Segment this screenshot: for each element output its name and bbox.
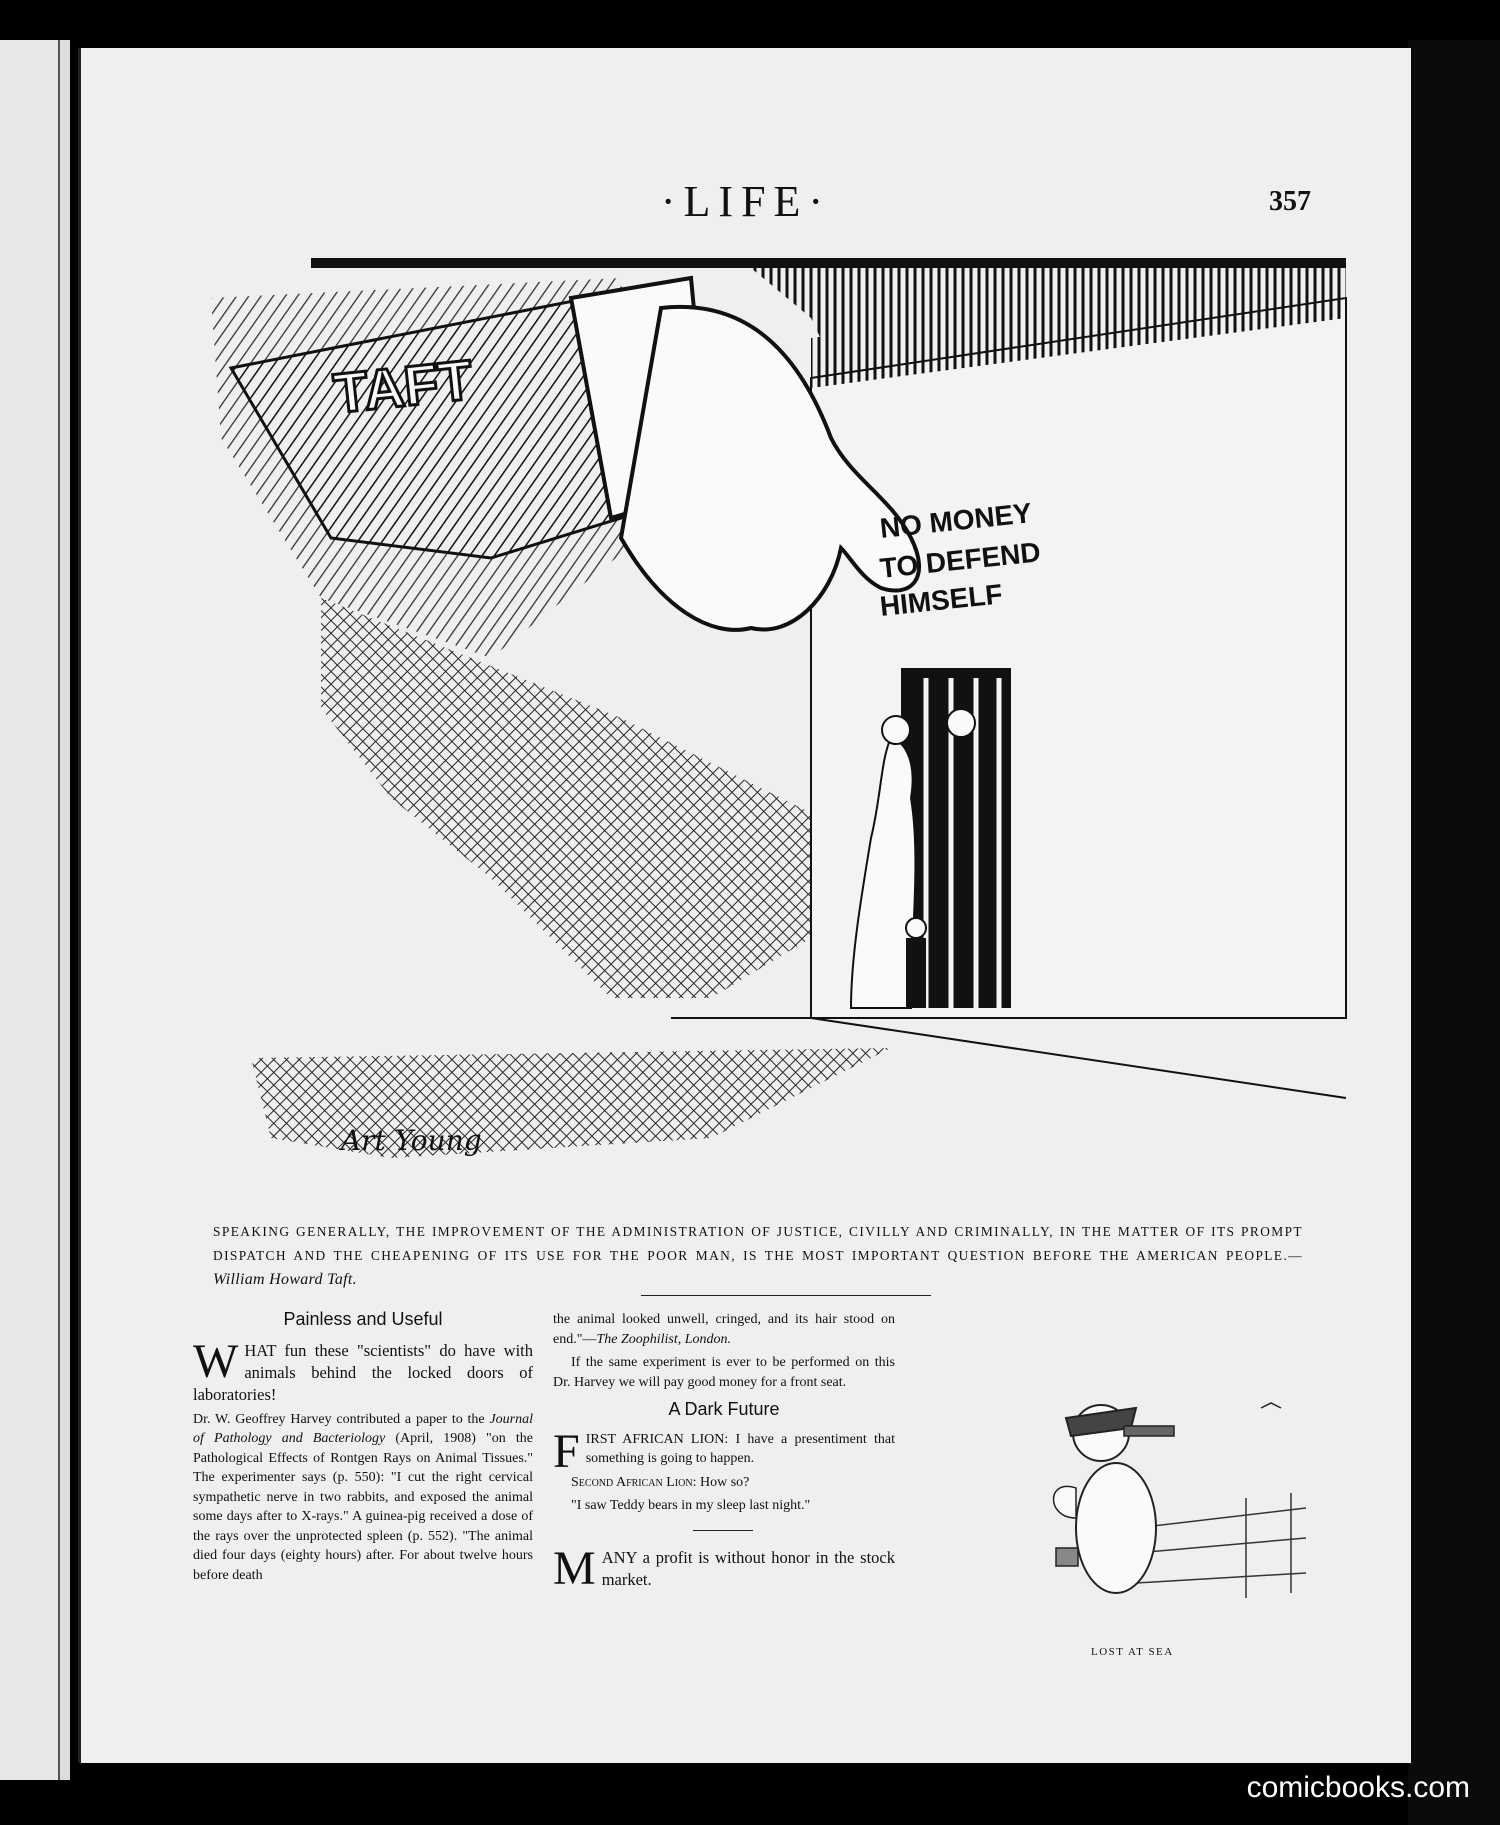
drop-cap: F <box>553 1424 580 1478</box>
cartoon-caption <box>213 1220 1303 1292</box>
middle-column <box>553 1310 895 1595</box>
dialogue-line-3: "I saw Teddy bears in my sleep last night." <box>571 1498 811 1513</box>
sign-line-3: HIMSELF <box>878 578 1004 622</box>
cupid-body <box>1076 1463 1156 1593</box>
prisoner-head <box>947 709 975 737</box>
page-number: 357 <box>1269 186 1311 217</box>
watermark: comicbooks.com <box>1246 1771 1470 1804</box>
magazine-page <box>78 48 1411 1763</box>
cupid-wing <box>1054 1486 1077 1518</box>
sign-line-1: NO MONEY <box>878 497 1034 544</box>
article-lead <box>193 1334 533 1406</box>
sleeve-label: TAFT <box>330 347 476 425</box>
hand-shadow <box>321 598 821 998</box>
caption-attribution: William Howard Taft. <box>213 1271 357 1288</box>
article-paragraph: Dr. W. Geoffrey Harvey contributed a paper to the Journal of Pathology and Bacteriology (April, 1908) "on the Pathological Effects of Rontgen Rays on Animal Tissues." The experimenter says (p. 550): "I cut the right cervical sympathetic nerve in two rabbits, and exposed the animal some days after to X-rays." A guinea-pig received a dose of the rays over the unprotected spleen (p. 552). "The animal died four days (eighty hours) after. For about twelve hours before death <box>193 1411 533 1583</box>
lead-text: HAT fun these "scientists" do have with animals behind the locked doors of laboratories! <box>193 1340 533 1404</box>
dialogue-line-1: FIRST AFRICAN LION: I have a presentiment that something is going to happen. <box>553 1424 895 1478</box>
lost-at-sea-illustration <box>1006 1378 1306 1628</box>
journal-title: Journal of Pathology and Bacteriology <box>193 1411 533 1446</box>
travel-bag <box>1056 1548 1078 1566</box>
article-painless-and-useful <box>193 1310 533 1589</box>
woman-head <box>882 716 910 744</box>
article-closing: If the same experiment is ever to be performed on this Dr. Harvey we will pay good money for a front seat. <box>553 1355 895 1390</box>
article-title-dark-future: A Dark Future <box>668 1399 780 1419</box>
top-ledge <box>311 258 1346 268</box>
drop-cap: M <box>553 1541 596 1595</box>
short-divider <box>693 1530 753 1531</box>
source-citation: The Zoophilist, London. <box>596 1331 732 1347</box>
left-page-edge <box>0 40 60 1780</box>
epigram: MANY a profit is without honor in the stock market. <box>553 1541 895 1595</box>
article-paragraph-continued: the animal looked unwell, cringed, and its hair stood on end."—The Zoophilist, London. <box>553 1312 895 1347</box>
masthead: ·LIFE· <box>660 177 832 226</box>
caption-text: SPEAKING GENERALLY, THE IMPROVEMENT OF THE ADMINISTRATION OF JUSTICE, CIVILLY AND CRIMINALLY, IN THE MATTER OF ITS PROMPT DISPATCH AND THE CHEAPENING OF ITS USE FOR THE POOR MAN, IS THE MOST IMPORTANT QUESTION BEFORE THE AMERICAN PEOPLE.— <box>213 1224 1303 1263</box>
distant-bird <box>1261 1403 1281 1408</box>
lost-at-sea-caption: LOST AT SEA <box>1091 1646 1174 1658</box>
spyglass-icon <box>1124 1426 1174 1436</box>
child-head <box>906 918 926 938</box>
artist-signature: Art Young <box>341 1124 482 1157</box>
article-title: Painless and Useful <box>283 1309 443 1329</box>
divider-rule <box>641 1295 931 1296</box>
cartoon-illustration <box>191 238 1361 1198</box>
drop-cap: W <box>193 1334 239 1388</box>
dialogue-line-2: Second African Lion: How so? <box>571 1474 750 1490</box>
scan-background <box>1408 40 1500 1825</box>
sign-line-2: TO DEFEND <box>878 536 1043 584</box>
child-figure <box>906 938 926 1008</box>
